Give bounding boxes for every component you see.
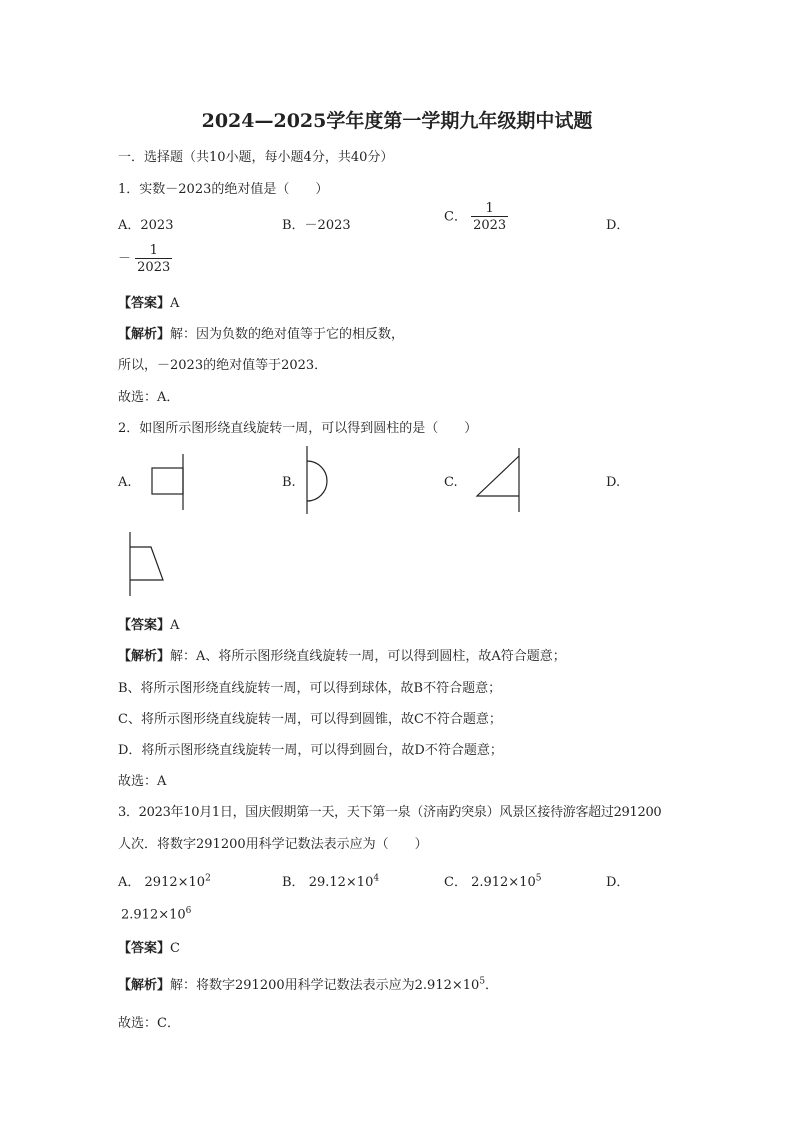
q1-option-d-fraction bbox=[135, 243, 172, 275]
q2-analysis-line-2: B、将所示图形绕直线旋转一周，可以得到球体，故B不符合题意； bbox=[118, 681, 502, 696]
q1-analysis-line-2: 所以，－2023的绝对值等于2023． bbox=[118, 358, 328, 373]
q3-analysis bbox=[118, 974, 498, 993]
q1-stem: 1．实数－2023的绝对值是（ ） bbox=[118, 182, 329, 197]
q3-option-b-label: B． bbox=[282, 875, 305, 890]
q1-option-d-numerator: 1 bbox=[149, 243, 158, 258]
q3-option-d-label: D． bbox=[606, 875, 630, 890]
q2-figure-a bbox=[145, 454, 195, 514]
q3-option-b bbox=[282, 871, 379, 890]
q1-option-d-label: D． bbox=[606, 218, 630, 233]
q3-option-a-base: 2912×10 bbox=[144, 875, 206, 890]
q3-option-d bbox=[121, 906, 191, 922]
q3-analysis-tag: 【解析】 bbox=[118, 978, 171, 993]
q3-option-c-exponent: 5 bbox=[535, 873, 542, 884]
q3-answer-value: C bbox=[170, 941, 180, 956]
q2-answer-tag: 【答案】 bbox=[118, 618, 171, 633]
q2-figure-c bbox=[472, 448, 527, 514]
q2-option-b-label: B. bbox=[282, 475, 296, 490]
q3-stem-line-2: 人次．将数字291200用科学记数法表示应为（ ） bbox=[118, 837, 428, 852]
q3-analysis-text: 解：将数字291200用科学记数法表示应为 bbox=[170, 978, 415, 993]
q3-option-c-label: C． bbox=[444, 875, 467, 890]
q3-option-a-exponent: 2 bbox=[205, 873, 211, 884]
q1-option-c-label: C． bbox=[444, 209, 467, 225]
q1-option-c-denominator: 2023 bbox=[473, 218, 507, 233]
q3-option-d-base: 2.912×10 bbox=[121, 907, 186, 923]
q1-answer bbox=[118, 292, 179, 311]
q2-analysis-line-1 bbox=[118, 645, 566, 664]
q1-answer-tag: 【答案】 bbox=[118, 296, 171, 311]
q1-option-d-sign: － bbox=[118, 251, 132, 267]
q3-analysis-exponent: 5 bbox=[479, 976, 486, 987]
q2-stem: 2．如图所示图形绕直线旋转一周，可以得到圆柱的是（ ） bbox=[118, 421, 478, 436]
q1-choice: 故选：A． bbox=[118, 390, 180, 405]
q3-analysis-base: 2.912×10 bbox=[414, 978, 480, 993]
q2-option-a-label: A. bbox=[118, 475, 132, 490]
q3-choice: 故选：C． bbox=[118, 1016, 180, 1031]
q3-answer-tag: 【答案】 bbox=[118, 941, 171, 956]
q1-option-b: B．－2023 bbox=[282, 218, 351, 233]
page-title: 2024—2025学年度第一学期九年级期中试题 bbox=[201, 110, 593, 132]
q2-analysis-text-1: 解：A、将所示图形绕直线旋转一周，可以得到圆柱，故A符合题意； bbox=[170, 649, 566, 664]
q1-option-a: A．2023 bbox=[118, 218, 174, 233]
q3-option-c bbox=[444, 871, 541, 890]
q1-analysis-text-1: 解：因为负数的绝对值等于它的相反数， bbox=[170, 327, 405, 342]
q2-answer bbox=[118, 614, 179, 633]
q2-choice: 故选：A bbox=[118, 774, 167, 789]
q3-option-a bbox=[118, 871, 211, 890]
q2-analysis-tag: 【解析】 bbox=[118, 649, 171, 664]
q3-option-c-base: 2.912×10 bbox=[471, 875, 536, 890]
q3-option-d-exponent: 6 bbox=[185, 906, 192, 916]
q3-option-b-base: 29.12×10 bbox=[308, 875, 374, 890]
q2-option-c-label: C. bbox=[444, 475, 458, 490]
q3-stem-line-1: 3．2023年10月1日，国庆假期第一天，天下第一泉（济南趵突泉）风景区接待游客超过291200 bbox=[118, 805, 662, 820]
q1-option-c bbox=[444, 201, 508, 233]
q2-figure-b bbox=[300, 446, 340, 516]
q1-answer-value: A bbox=[170, 296, 180, 311]
q2-figure-d bbox=[126, 532, 171, 598]
q1-option-c-numerator: 1 bbox=[485, 201, 494, 216]
q3-option-b-exponent: 4 bbox=[373, 873, 380, 884]
q1-analysis-line-1 bbox=[118, 323, 404, 342]
q1-option-d-denominator: 2023 bbox=[137, 260, 171, 275]
q3-analysis-end: ． bbox=[485, 978, 499, 993]
q1-analysis-tag: 【解析】 bbox=[118, 327, 171, 342]
q3-option-a-label: A． bbox=[118, 875, 141, 890]
q1-option-c-fraction bbox=[471, 201, 508, 233]
q2-analysis-line-3: C、将所示图形绕直线旋转一周，可以得到圆锥，故C不符合题意； bbox=[118, 712, 502, 727]
section-heading: 一．选择题（共10小题，每小题4分，共40分） bbox=[118, 150, 394, 165]
q2-answer-value: A bbox=[170, 618, 180, 633]
q3-answer bbox=[118, 937, 180, 956]
q2-analysis-line-4: D．将所示图形绕直线旋转一周，可以得到圆台，故D不符合题意； bbox=[118, 743, 503, 758]
q1-option-d bbox=[118, 243, 172, 275]
q2-option-d-label: D. bbox=[606, 475, 621, 490]
